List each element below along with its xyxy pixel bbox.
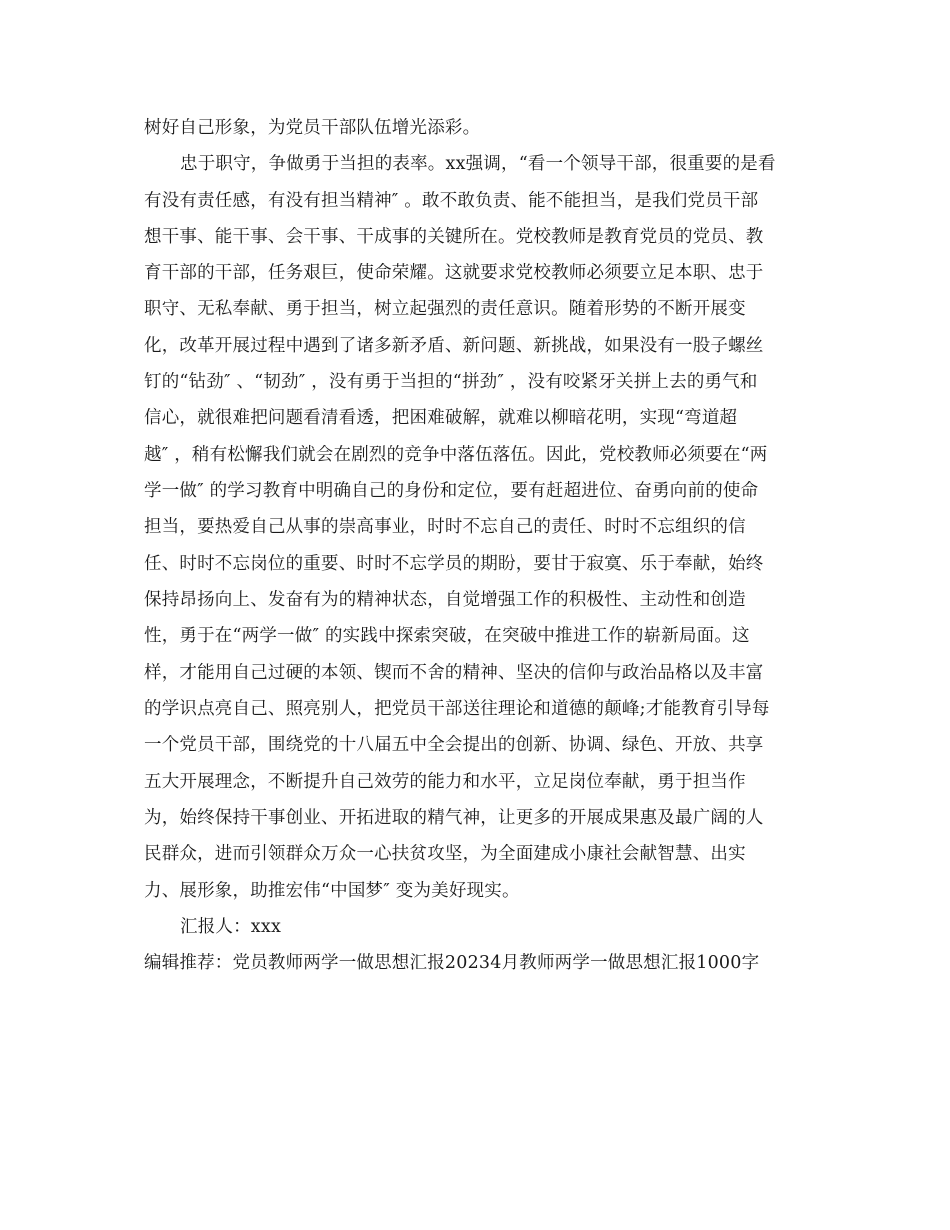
text-line: 力、展形象，助推宏伟“中国梦″ 变为美好现实。 [144, 881, 520, 901]
text-line: 性，勇于在“两学一做″ 的实践中探索突破，在突破中推进工作的崭新局面。这 [144, 626, 750, 646]
text-line: 学一做″ 的学习教育中明确自己的身份和定位，要有赶超进位、奋勇向前的使命 [144, 481, 759, 501]
text-line: 为，始终保持干事创业、开拓进取的精气神，让更多的开展成果惠及最广阔的人 [144, 808, 764, 828]
text-line: 信心，就很难把问题看清看透，把困难破解，就难以柳暗花明，实现“弯道超 [144, 408, 738, 428]
text-line: 样，才能用自己过硬的本领、锲而不舍的精神、坚决的信仰与政治品格以及丰富 [144, 663, 764, 683]
text-line: 想干事、能干事、会干事、干成事的关键所在。党校教师是教育党员的党员、教 [144, 227, 764, 247]
text-line: 钉的“钻劲″ 、“韧劲″ ，没有勇于当担的“拼劲″ ，没有咬紧牙关拼上去的勇气和 [144, 372, 758, 392]
text-line: 化，改革开展过程中遇到了诸多新矛盾、新问题、新挑战，如果没有一股子螺丝 [144, 336, 764, 356]
text-line: 职守、无私奉献、勇于担当，树立起强烈的责任意识。随着形势的不断开展变 [144, 299, 746, 319]
text-line: 五大开展理念，不断提升自己效劳的能力和水平，立足岗位奉献，勇于担当作 [144, 772, 746, 792]
reporter-line: 汇报人：xxx [180, 917, 282, 937]
text-line: 树好自己形象，为党员干部队伍增光添彩。 [144, 118, 481, 138]
text-line: 民群众，进而引领群众万众一心扶贫攻坚，为全面建成小康社会献智慧、出实 [144, 844, 746, 864]
text-line: 越″ ，稍有松懈我们就会在剧烈的竞争中落伍落伍。因此，党校教师必须要在“两 [144, 445, 768, 465]
editor-recommendation-line: 编辑推荐：党员教师两学一做思想汇报20234月教师两学一做思想汇报1000字 [144, 953, 760, 973]
text-line: 一个党员干部，围绕党的十八届五中全会提出的创新、协调、绿色、开放、共享 [144, 735, 764, 755]
text-line: 保持昂扬向上、发奋有为的精神状态，自觉增强工作的积极性、主动性和创造 [144, 590, 746, 610]
text-line: 育干部的干部，任务艰巨，使命荣耀。这就要求党校教师必须要立足本职、忠于 [144, 263, 764, 283]
text-line: 任、时时不忘岗位的重要、时时不忘学员的期盼，要甘于寂寞、乐于奉献，始终 [144, 554, 764, 574]
paragraph-start-line: 忠于职守，争做勇于当担的表率。xx强调，“看一个领导干部，很重要的是看 [180, 154, 776, 174]
text-line: 担当，要热爱自己从事的崇高事业，时时不忘自己的责任、时时不忘组织的信 [144, 517, 746, 537]
text-line: 的学识点亮自己、照亮别人，把党员干部送往理论和道德的颠峰;才能教育引导每 [144, 699, 770, 719]
text-line: 有没有责任感，有没有担当精神″ 。敢不敢负责、能不能担当，是我们党员干部 [144, 191, 759, 211]
